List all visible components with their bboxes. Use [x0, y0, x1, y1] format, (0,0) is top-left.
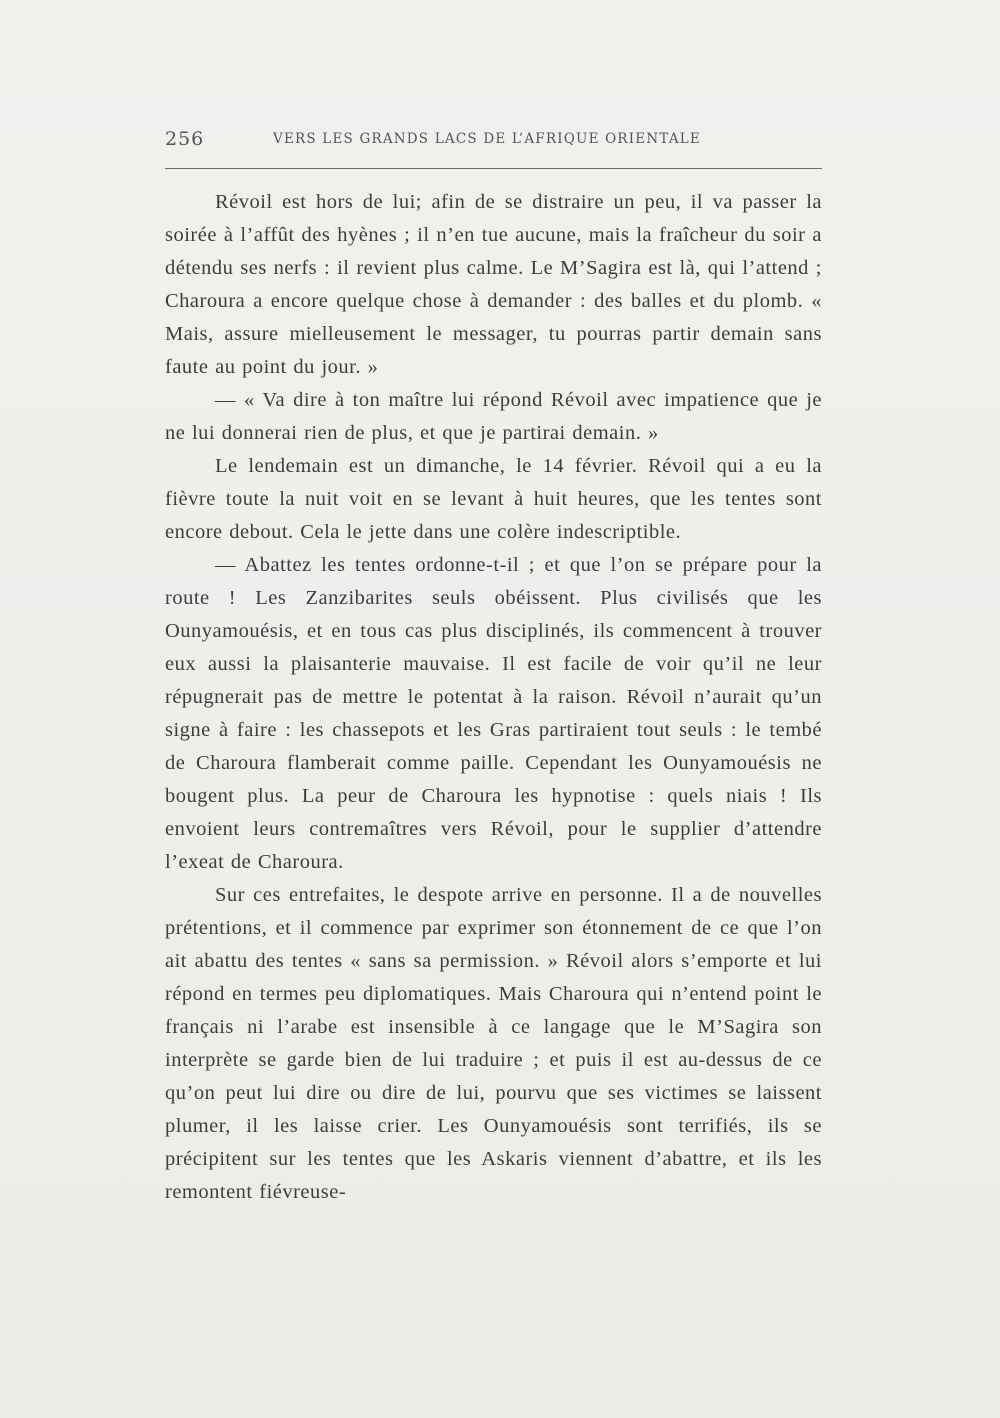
paragraph-3: Le lendemain est un dimanche, le 14 février. Révoil qui a eu la fièvre toute la nuit voit en se levant à huit heures, que les tentes sont encore debout. Cela le jette dans une colère indescriptible.	[165, 455, 822, 543]
header-rule	[165, 168, 822, 169]
paragraph-2: — « Va dire à ton maître lui répond Révoil avec impatience que je ne lui donnerai rien de plus, et que je partirai demain. »	[165, 389, 822, 444]
page-number: 256	[165, 128, 205, 150]
paragraph-4: — Abattez les tentes ordonne-t-il ; et que l’on se prépare pour la route ! Les Zanzibarites seuls obéissent. Plus civilisés que les Ounyamouésis, et en tous cas plus disciplinés, ils commencent à trouver eux aussi la plaisanterie mauvaise. Il est facile de voir qu’il ne leur répugnerait pas de mettre le potentat à la raison. Révoil n’aurait qu’un signe à faire : les chassepots et les Gras partiraient tout seuls : le tembé de Charoura flamberait comme paille. Cependant les Ounyamouésis ne bougent plus. La peur de Charoura les hypnotise : quels niais ! Ils envoient leurs contremaîtres vers Révoil, pour le supplier d’attendre l’exeat de Charoura.	[165, 554, 822, 873]
page-header	[165, 124, 822, 158]
body-text	[165, 186, 822, 1209]
paragraph-5: Sur ces entrefaites, le despote arrive en personne. Il a de nouvelles prétentions, et il commence par exprimer son étonnement de ce que l’on ait abattu des tentes « sans sa permission. » Révoil alors s’emporte et lui répond en termes peu diplomatiques. Mais Charoura qui n’entend point le français ni l’arabe est insensible à ce langage que le M’Sagira son interprète se garde bien de lui traduire ; et puis il est au-dessus de ce qu’on peut lui dire ou dire de lui, pourvu que ses victimes se laissent plumer, il les laisse crier. Les Ounyamouésis sont terrifiés, ils se précipitent sur les tentes que les Askaris viennent d’abattre, et ils les remontent fiévreuse-	[165, 884, 822, 1203]
running-title: VERS LES GRANDS LACS DE L’AFRIQUE ORIENTALE	[273, 131, 701, 147]
paragraph-1: Révoil est hors de lui; afin de se distraire un peu, il va passer la soirée à l’affût des hyènes ; il n’en tue aucune, mais la fraîcheur du soir a détendu ses nerfs : il revient plus calme. Le M’Sagira est là, qui l’attend ; Charoura a encore quelque chose à demander : des balles et du plomb. « Mais, assure mielleusement le messager, tu pourras partir demain sans faute au point du jour. »	[165, 191, 822, 378]
